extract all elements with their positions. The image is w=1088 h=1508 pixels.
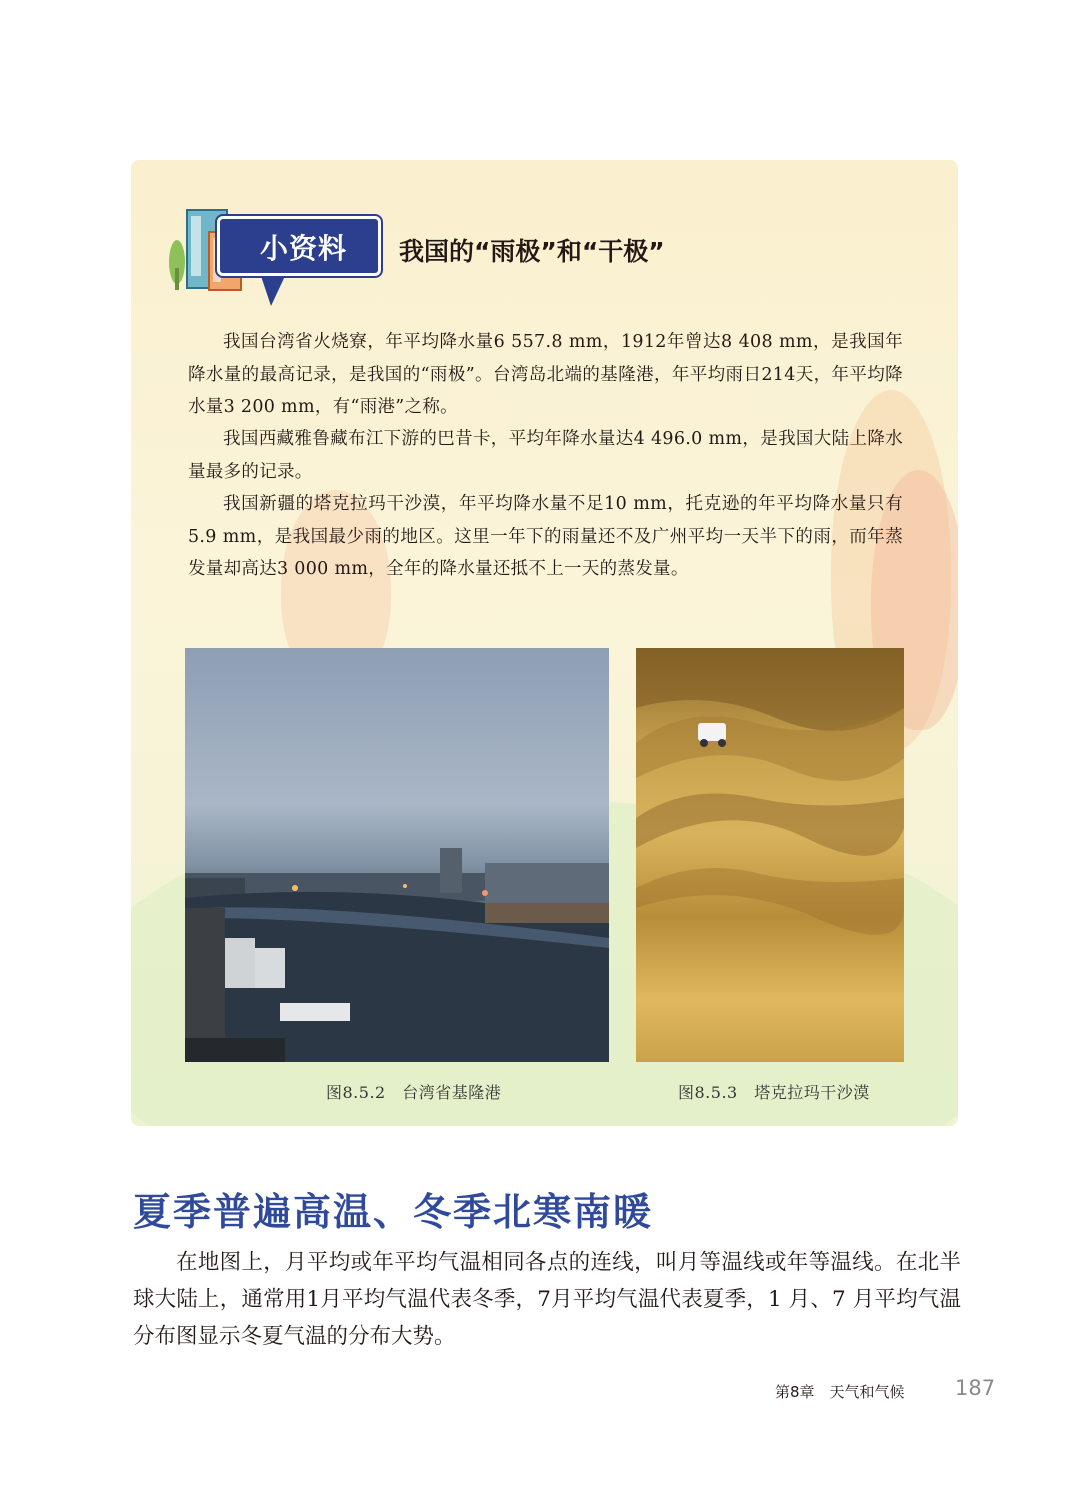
tag-tail xyxy=(261,276,285,306)
figure-caption: 图8.5.3 塔克拉玛干沙漠 xyxy=(678,1083,870,1102)
keelung-harbor-photo xyxy=(185,648,609,1062)
info-paragraph: 我国台湾省火烧寮，年平均降水量6 557.8 mm，1912年曾达8 408 mm，是我国年降水量的最高记录，是我国的“雨极”。台湾岛北端的基隆港，年平均雨日214天，年平均降水量3 200 mm，有“雨港”之称。 xyxy=(188,332,903,417)
info-box-title: 我国的“雨极”和“干极” xyxy=(399,237,665,266)
page-number: 187 xyxy=(955,1376,996,1400)
figure-caption: 图8.5.2 台湾省基隆港 xyxy=(326,1083,502,1102)
chapter-label: 第8章 天气和气候 xyxy=(775,1383,905,1401)
section-title: 夏季普遍高温、冬季北寒南暖 xyxy=(133,1190,654,1234)
section-body: 在地图上，月平均或年平均气温相同各点的连线，叫月等温线或年等温线。在北半球大陆上，通常用1月平均气温代表冬季，7月平均气温代表夏季，1 月、7 月平均气温分布图显示冬夏气温的分布大势。 xyxy=(133,1250,961,1349)
info-paragraph: 我国西藏雅鲁藏布江下游的巴昔卡，平均年降水量达4 496.0 mm，是我国大陆上降水量最多的记录。 xyxy=(188,429,903,482)
taklamakan-desert-photo xyxy=(636,648,904,1062)
info-paragraph: 我国新疆的塔克拉玛干沙漠，年平均降水量不足10 mm，托克逊的年平均降水量只有5.9 mm，是我国最少雨的地区。这里一年下的雨量还不及广州平均一天半下的雨，而年蒸发量却高达3 000 mm，全年的降水量还抵不上一天的蒸发量。 xyxy=(188,494,903,579)
info-box xyxy=(131,160,958,1126)
info-tag: 小资料 xyxy=(217,216,381,276)
